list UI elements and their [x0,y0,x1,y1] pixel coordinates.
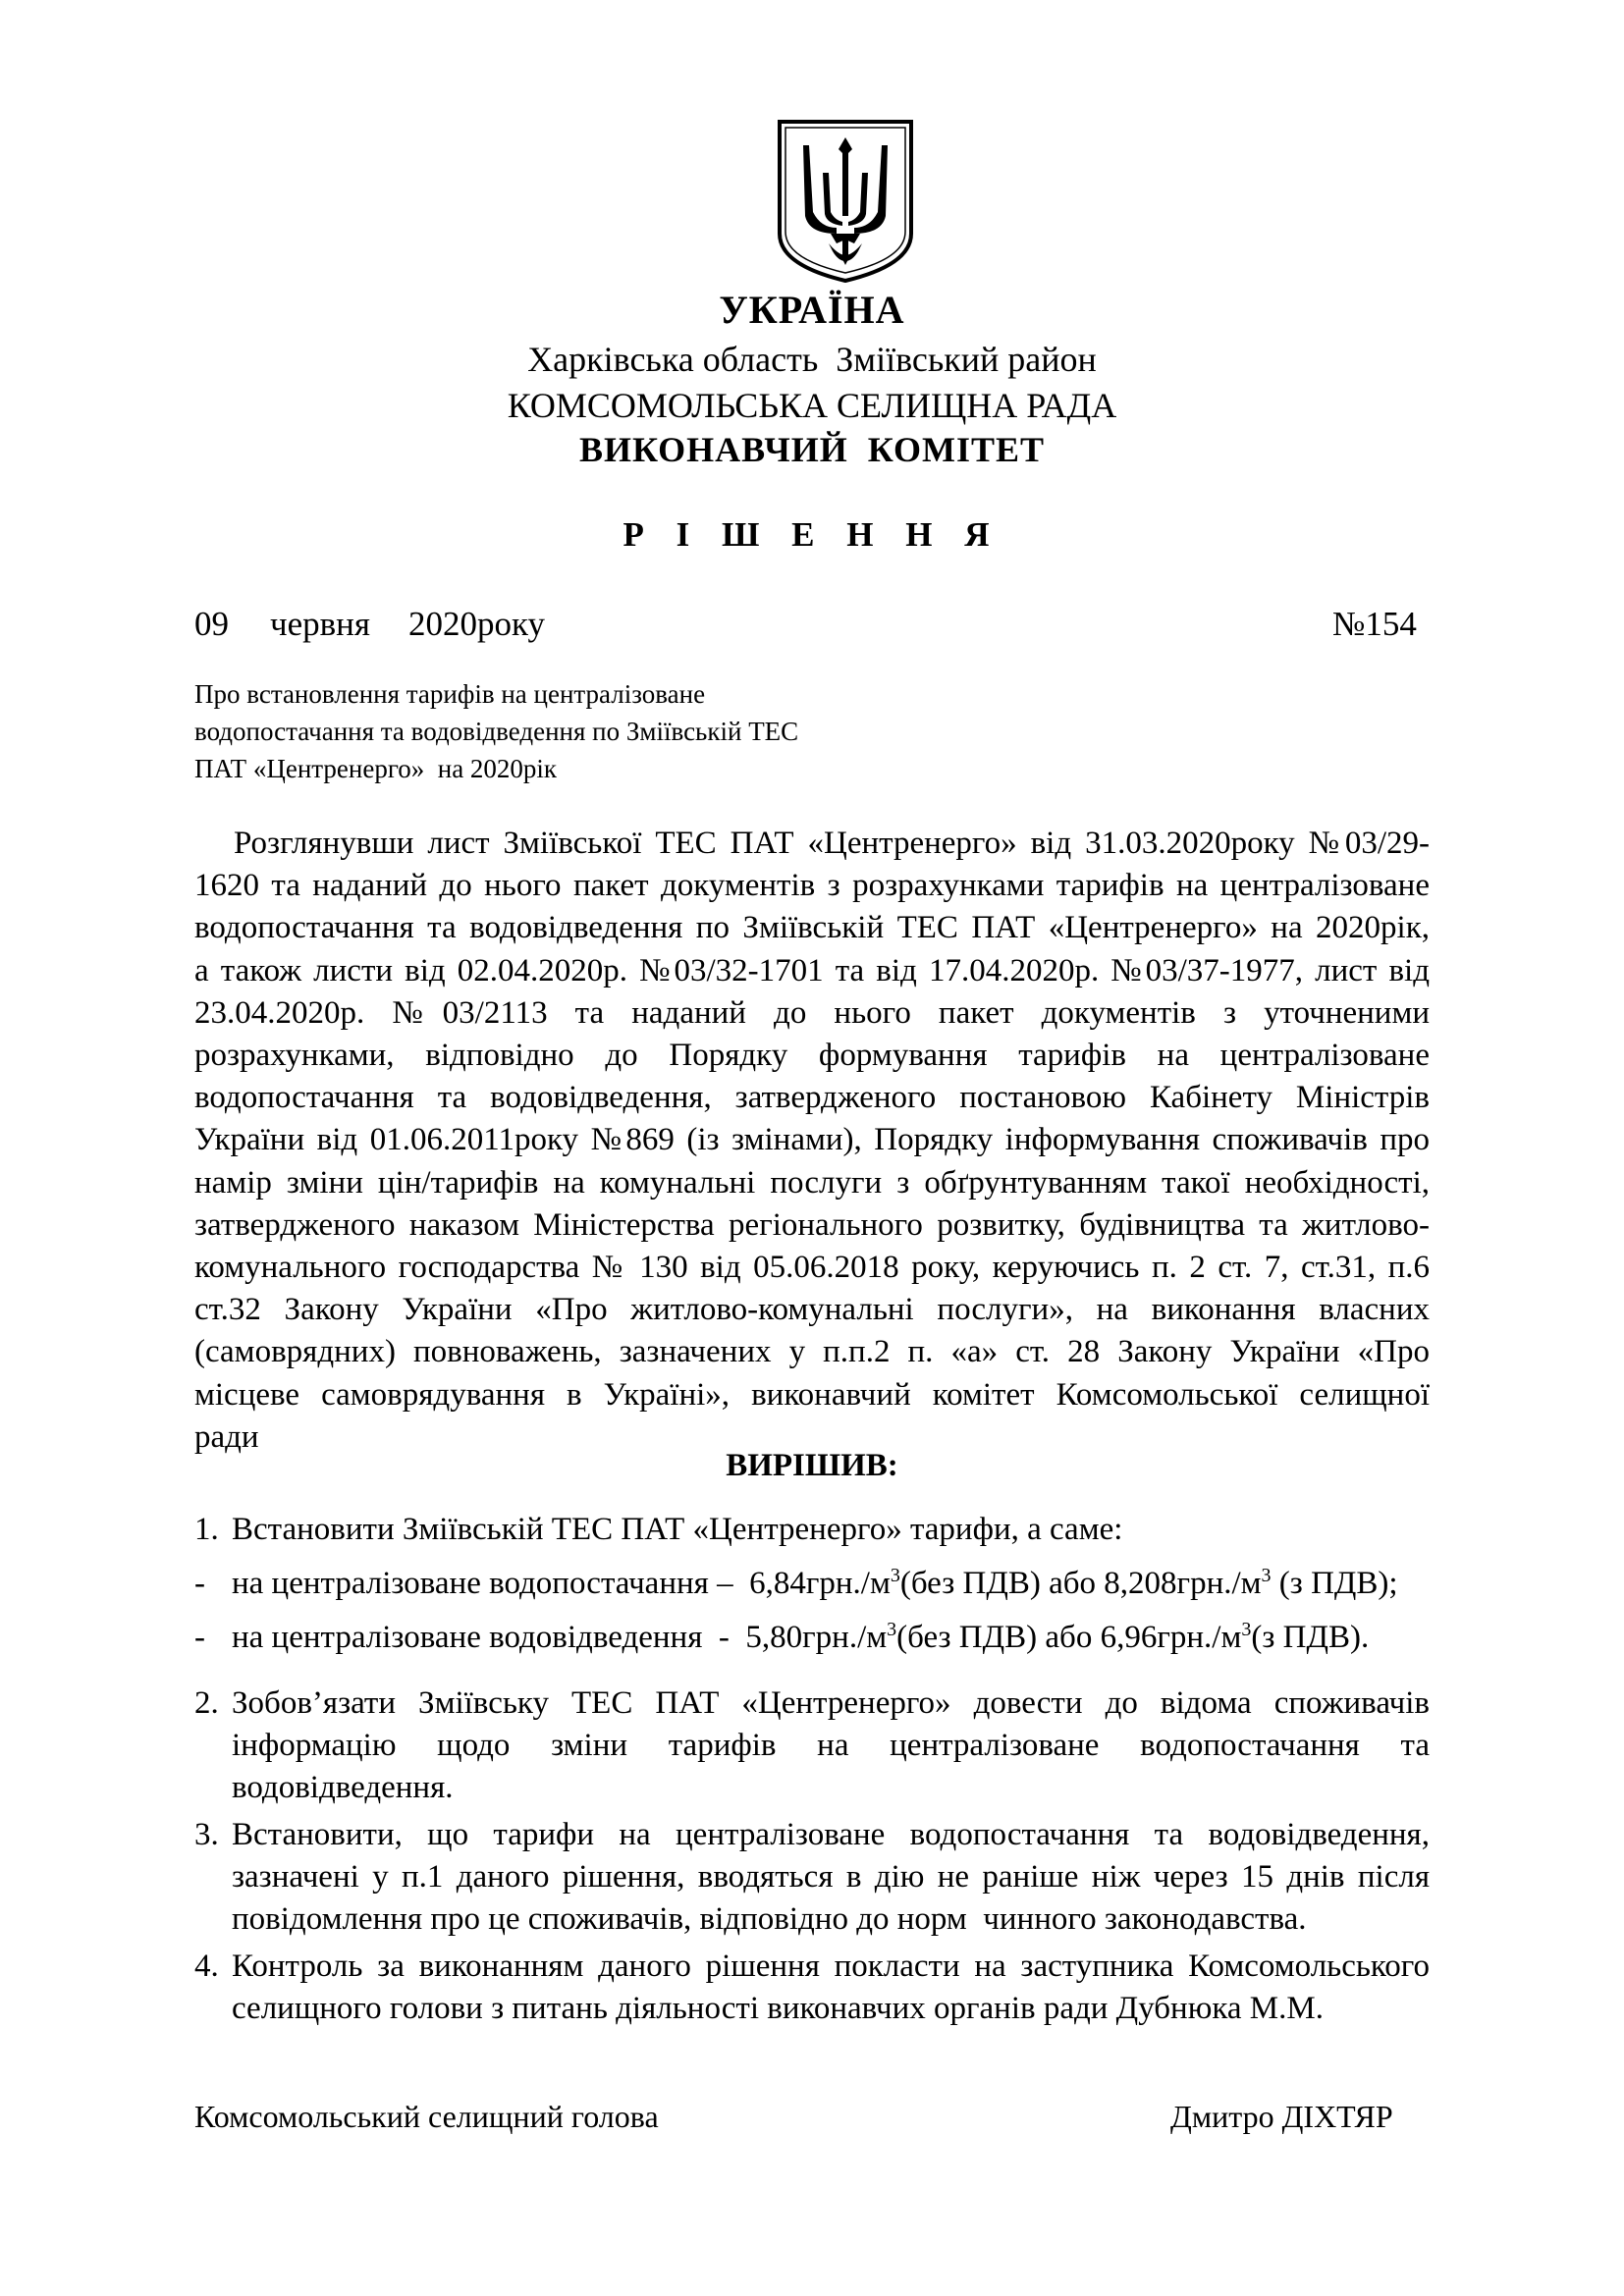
tariff-text: (з ПДВ). [1251,1620,1370,1655]
list-dash: - [194,1566,205,1601]
preamble-line: розрахунками, відповідно до Порядку формування тарифів на централізоване [194,1038,1430,1074]
date-day: 09 [194,605,229,643]
unit-superscript: 3 [1261,1565,1272,1586]
tariff-water-supply [194,1563,1430,1605]
subject-line: ПАТ «Центренерго» на 2020рік [194,754,558,783]
item-line: селищного голови з питань діяльності виконавчих органів ради Дубнюка М.М. [232,1991,1324,2026]
item-line: водовідведення. [232,1770,454,1805]
preamble-line: місцеве самоврядування в Україні», виконавчий комітет Комсомольської селищної [194,1376,1430,1413]
preamble-line: (самоврядних) повноважень, зазначених у п.п.2 п. «а» ст. 28 Закону України «Про [194,1334,1430,1370]
tariff-text: (з ПДВ); [1271,1566,1398,1601]
signer-title: Комсомольський селищний голова [194,2099,659,2134]
item-number: 1. [194,1512,219,1547]
item-number: 2. [194,1685,219,1721]
unit-superscript: 3 [887,1619,897,1640]
item-number: 4. [194,1949,219,1984]
preamble-line: водопостачання та водовідведення, затвердженого постановою Кабінету Міністрів [194,1080,1430,1116]
region-line: Харківська область Зміївський район [527,340,1097,379]
trident-coat-of-arms-icon [774,118,917,285]
item-line: інформацію щодо зміни тарифів на централізоване водопостачання та [232,1728,1430,1763]
preamble-line: ради [194,1418,259,1455]
preamble-line: України від 01.06.2011року №869 (із змінами), Порядку інформування споживачів про [194,1122,1430,1158]
decision-item-4 [194,1946,1430,2030]
document-type: Р І Ш Е Н Н Я [623,515,1001,554]
decision-item-1 [194,1509,1430,1551]
date-month: червня [270,605,370,643]
preamble-line: ст.32 Закону України «Про житлово-комунальні послуги», на виконання власних [194,1292,1430,1328]
decision-item-2 [194,1682,1430,1809]
tariff-text: на централізоване водовідведення - 5,80грн./м [232,1620,888,1655]
tariff-text: (без ПДВ) або 8,208грн./м [899,1566,1262,1601]
preamble-line: водопостачання та водовідведення по Зміївській ТЕС ПАТ «Центренерго» на 2020рік, [194,910,1430,946]
list-dash: - [194,1620,205,1655]
preamble-paragraph [194,823,1430,1459]
decision-item-3 [194,1814,1430,1941]
preamble-line: намір зміни цін/тарифів на комунальні послуги з обґрунтуванням такої необхідності, [194,1164,1430,1201]
council-name: КОМСОМОЛЬСЬКА СЕЛИЩНА РАДА [507,386,1117,425]
tariff-text: на централізоване водопостачання – 6,84грн./м [232,1566,891,1601]
item-line: повідомлення про це споживачів, відповідно до норм чинного законодавства. [232,1901,1307,1937]
item-line: зазначені у п.1 даного рішення, вводяться в дію не раніше ніж через 15 днів після [232,1859,1430,1895]
unit-superscript: 3 [890,1565,900,1586]
unit-superscript: 3 [1241,1619,1252,1640]
tariff-text: (без ПДВ) або 6,96грн./м [896,1620,1242,1655]
subject-line: Про встановлення тарифів на централізоване [194,679,706,709]
signer-name: Дмитро ДІХТЯР [1170,2099,1393,2134]
date-year: 2020року [408,605,546,643]
item-text: Встановити Зміївській ТЕС ПАТ «Центренерго» тарифи, а саме: [232,1512,1123,1547]
item-line: Контроль за виконанням даного рішення покласти на заступника Комсомольського [232,1949,1430,1984]
document-number: №154 [1332,605,1417,643]
subject-block [194,675,960,787]
preamble-line: а також листи від 02.04.2020р. №03/32-1701 та від 17.04.2020р. №03/37-1977, лист від [194,952,1430,988]
item-line: Встановити, що тарифи на централізоване водопостачання та водовідведення, [232,1817,1430,1852]
country-title: УКРАЇНА [719,288,905,332]
preamble-line: затвердженого наказом Міністерства регіонального розвитку, будівництва та житлово- [194,1206,1430,1243]
executive-committee: ВИКОНАВЧИЙ КОМІТЕТ [578,430,1046,469]
item-line: Зобов’язати Зміївську ТЕС ПАТ «Центренерго» довести до відома споживачів [232,1685,1430,1721]
item-number: 3. [194,1817,219,1852]
preamble-line: 23.04.2020р. №03/2113 та наданий до нього пакет документів з уточненими [194,994,1430,1031]
subject-line: водопостачання та водовідведення по Зміївській ТЕС [194,717,799,746]
tariff-drainage [194,1617,1430,1659]
preamble-line: комунального господарства № 130 від 05.06.2018 року, керуючись п. 2 ст. 7, ст.31, п.6 [194,1250,1430,1286]
decided-heading: ВИРІШИВ: [726,1448,898,1483]
preamble-line: 1620 та наданий до нього пакет документів з розрахунками тарифів на централізоване [194,868,1430,904]
preamble-line: Розглянувши лист Зміївської ТЕС ПАТ «Центренерго» від 31.03.2020року №03/29- [234,826,1430,861]
